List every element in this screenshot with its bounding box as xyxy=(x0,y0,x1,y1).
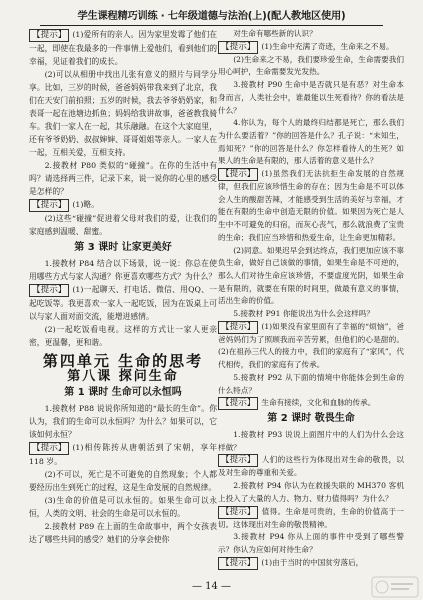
paragraph-text: 3.接教材 P90 生命中是否就只是有恶？对生命本身而言，人类社会中，谁最能以生死看待？你的看法是什么？ xyxy=(218,80,404,115)
paragraph xyxy=(218,168,404,245)
paragraph xyxy=(218,117,404,168)
paragraph-text: (1)由于当时的中国贫穷落后， xyxy=(261,557,364,567)
paragraph xyxy=(218,245,404,309)
paragraph xyxy=(218,506,404,532)
paragraph-text: 5.接教材 P92 从下面的情境中你能体会到生命的什么特点？ xyxy=(218,372,404,395)
paragraph-text: 对生命有哪些新的认识？ xyxy=(233,29,317,38)
paragraph-text: 1.接教材 P93 说说上面图片中的人们为什么会这样做？ xyxy=(218,429,404,452)
hint-label: 【提示】 xyxy=(29,29,69,42)
paragraph-text: (1)生命中充满了奇迹，生命来之不易。 xyxy=(261,41,394,51)
paragraph-text: 3.接教材 P94 你从上面的事件中受到了哪些警示？你认为应如何对待生命？ xyxy=(218,532,404,554)
paragraph-text: (2)这些“碰撞”促进着父母对我们的爱，让我们的家庭感到温暖、甜蜜。 xyxy=(29,214,217,236)
paragraph-text: (1)略。 xyxy=(72,200,100,209)
paragraph-text: 1.接教材 P88 说说你所知道的“最长的生命”。你认为，我们的生命可以永恒吗？为什么？如果可以，它该如何永恒？ xyxy=(29,404,217,439)
paragraph-text: 2.接教材 P89 在上面的生命故事中，两个女孩表达了哪些共同的感受？她们的分享会使你 xyxy=(29,522,217,544)
left-column xyxy=(29,28,217,546)
paragraph-text: (1)如果没有家里面有了幸福的“烦恼”，爸爸妈妈们为了照顾我而辛苦劳累，但他们的心是甜的。(2)在祖孙三代人的接力中，我们的家庭有了“家风”，代代相传，我们的家庭有了传承。 xyxy=(218,321,404,370)
paragraph-text: (1)爱所有的亲人。因为家里发霉了他们在一起，即使在我最多的一件事情上爱他们，看到他们的幸福，见证着我们的成长。 xyxy=(29,30,217,66)
hint-label: 【提示】 xyxy=(218,168,258,181)
paragraph xyxy=(218,429,404,454)
paragraph xyxy=(218,321,404,372)
paragraph xyxy=(29,494,217,520)
paragraph-text: (1)虽然我们无法抗拒生命发展的自然规律，但我们应该珍惜生命的存在；因为生命是不可以体会人生的酸甜苦辣，才能感受到生活的美好与幸福，才能在有限的生命中创造无限的价值。如果因为死亡是人生中不可避免的归宿，而灰心丧气，那么就浪费了宝贵的生命；我们应当珍惜和热爱生命，让生命更加精彩。 xyxy=(218,169,404,242)
paragraph xyxy=(218,54,404,79)
paragraph xyxy=(29,257,217,283)
paragraph xyxy=(29,68,217,159)
paragraph xyxy=(29,28,217,68)
paragraph-text: 人们的这些行为体现出对生命的敬畏，以及对生命的尊重和关爱。 xyxy=(218,455,404,478)
paragraph xyxy=(29,283,217,323)
paragraph xyxy=(29,441,217,468)
paragraph xyxy=(218,79,404,117)
hint-label: 【提示】 xyxy=(218,397,258,410)
hint-label: 【提示】 xyxy=(218,454,258,467)
paragraph xyxy=(218,397,404,410)
paragraph-text: (2)一起吃饭看电视。这样的方式让一家人更亲密，更温馨，更和谐。 xyxy=(29,325,217,347)
hint-label: 【提示】 xyxy=(29,199,69,212)
paragraph xyxy=(29,520,217,546)
paragraph xyxy=(29,402,217,441)
hint-label: 【提示】 xyxy=(218,41,258,54)
hint-label: 【提示】 xyxy=(29,284,69,297)
hint-label: 【提示】 xyxy=(29,442,69,455)
hint-label: 【提示】 xyxy=(218,321,258,334)
paragraph xyxy=(218,480,404,505)
paragraph-text: (1)一起聊天、打电话、微信、用QQ、一起吃饭等。我更喜欢一家人一起吃饭，因为在饭桌上可以与家人面对面交流，能增进感情。 xyxy=(29,285,217,321)
paragraph xyxy=(29,323,217,349)
paragraph xyxy=(218,454,404,480)
lesson-heading: 第 3 课时 让家更美好 xyxy=(74,242,172,253)
paragraph xyxy=(218,372,404,397)
paragraph-text: 2.接教材 P80 类似的“碰撞”。在你的生活中有吗？请选择两三件，记录下来，说一说你的心里的感受是怎样的？ xyxy=(29,161,217,196)
watermark-logo-icon xyxy=(371,576,419,598)
paragraph-text: 生命有接续，文化和血脉的传承。 xyxy=(261,398,376,408)
paragraph-text: (2)生命来之不易，我们要珍爱生命，生命需要我们用心呵护，生命需要发光发热。 xyxy=(218,54,404,77)
lesson-heading: 第 2 课时 敬畏生命 xyxy=(267,413,355,425)
paragraph-text: 1.接教材 P84 结合以下场景，说一说：你总在使用哪些方式与家人沟通？你更喜欢哪些方式？为什么？ xyxy=(29,259,217,281)
paragraph-text: (3)生命的价值是可以永恒的。如果生命可以永恒，人类的文明、社会的生命是可以永恒的。 xyxy=(29,496,217,518)
paragraph-text: 4.你认为，每个人的最终归结都是死亡，那么我们为什么要活着？”你的回答是什么？孔子说：“未知生，焉知死？”你的回答是什么？你怎样看待人的生死？如果人的生命是有限的，那人活着的意义是什么？ xyxy=(218,118,404,166)
paragraph-text: 5.接教材 P91 你能说出为什么会这样吗？ xyxy=(233,309,374,319)
paragraph-text: 2.接教材 P94 你认为在救援失联的 MH370 客机上投入了大量的人力、物力、财力值得吗？为什么？ xyxy=(218,481,404,503)
right-column xyxy=(218,28,404,570)
unit-title: 第四单元 生命的思考 xyxy=(42,352,204,370)
paragraph-text: 值得。生命是可贵的，生命的价值高于一切。这体现出对生命的敬畏精神。 xyxy=(218,506,404,529)
paragraph-text: (2)不可以，死亡是不可避免的自然现象；个人都要经历出生到死亡的过程，这是生命发展的自然规律。 xyxy=(29,470,217,492)
lesson-heading: 第 1 课时 生命可以永恒吗 xyxy=(64,387,182,398)
hint-label: 【提示】 xyxy=(218,557,258,570)
paragraph xyxy=(29,468,217,494)
paragraph xyxy=(218,308,404,321)
page-number: — 14 — xyxy=(191,581,232,592)
paragraph-text: (2)可以从相册中找出儿张有意义的照片与同学分享。比如，三岁的时候，爸爸妈妈带我来到了北京，我们在天安门前拍照；五岁的时候，我去爷爷奶奶家，和表哥一起在池塘边抓鱼；妈妈给我讲故事，爸爸教我骑车。我们一家人在一起，其乐融融。在这个大家庭里，还有爷爷奶奶、叔叔婶婶、哥哥姐姐等亲人。一家人在一起，互相关爱，互相支持。 xyxy=(29,70,217,157)
paragraph xyxy=(218,28,404,41)
paragraph-text: (2)同意。如果迟早会到达终点，我们更加应该不辜负生命，做好自己该做的事情，如果生命是不可逆的，那么人们对待生命应该珍惜，不要虚度光阴，如果生命是有限的，就要在有限的时间里，做最有意义的事情，活出生命的价值。 xyxy=(218,245,404,306)
paragraph xyxy=(29,212,217,238)
paragraph-text: (1)相传陈抟从唐朝活到了宋朝，享年 118 岁。 xyxy=(29,443,217,466)
chapter-title: 第八课 探问生命 xyxy=(67,369,179,384)
paragraph xyxy=(29,159,217,198)
hint-label: 【提示】 xyxy=(218,506,258,519)
paragraph xyxy=(218,557,404,570)
paragraph xyxy=(218,41,404,54)
paragraph xyxy=(29,198,217,212)
page-header: 学生课程精巧训练 · 七年级道德与法治(上)(配人教地区使用) xyxy=(40,7,383,26)
paragraph xyxy=(218,531,404,556)
